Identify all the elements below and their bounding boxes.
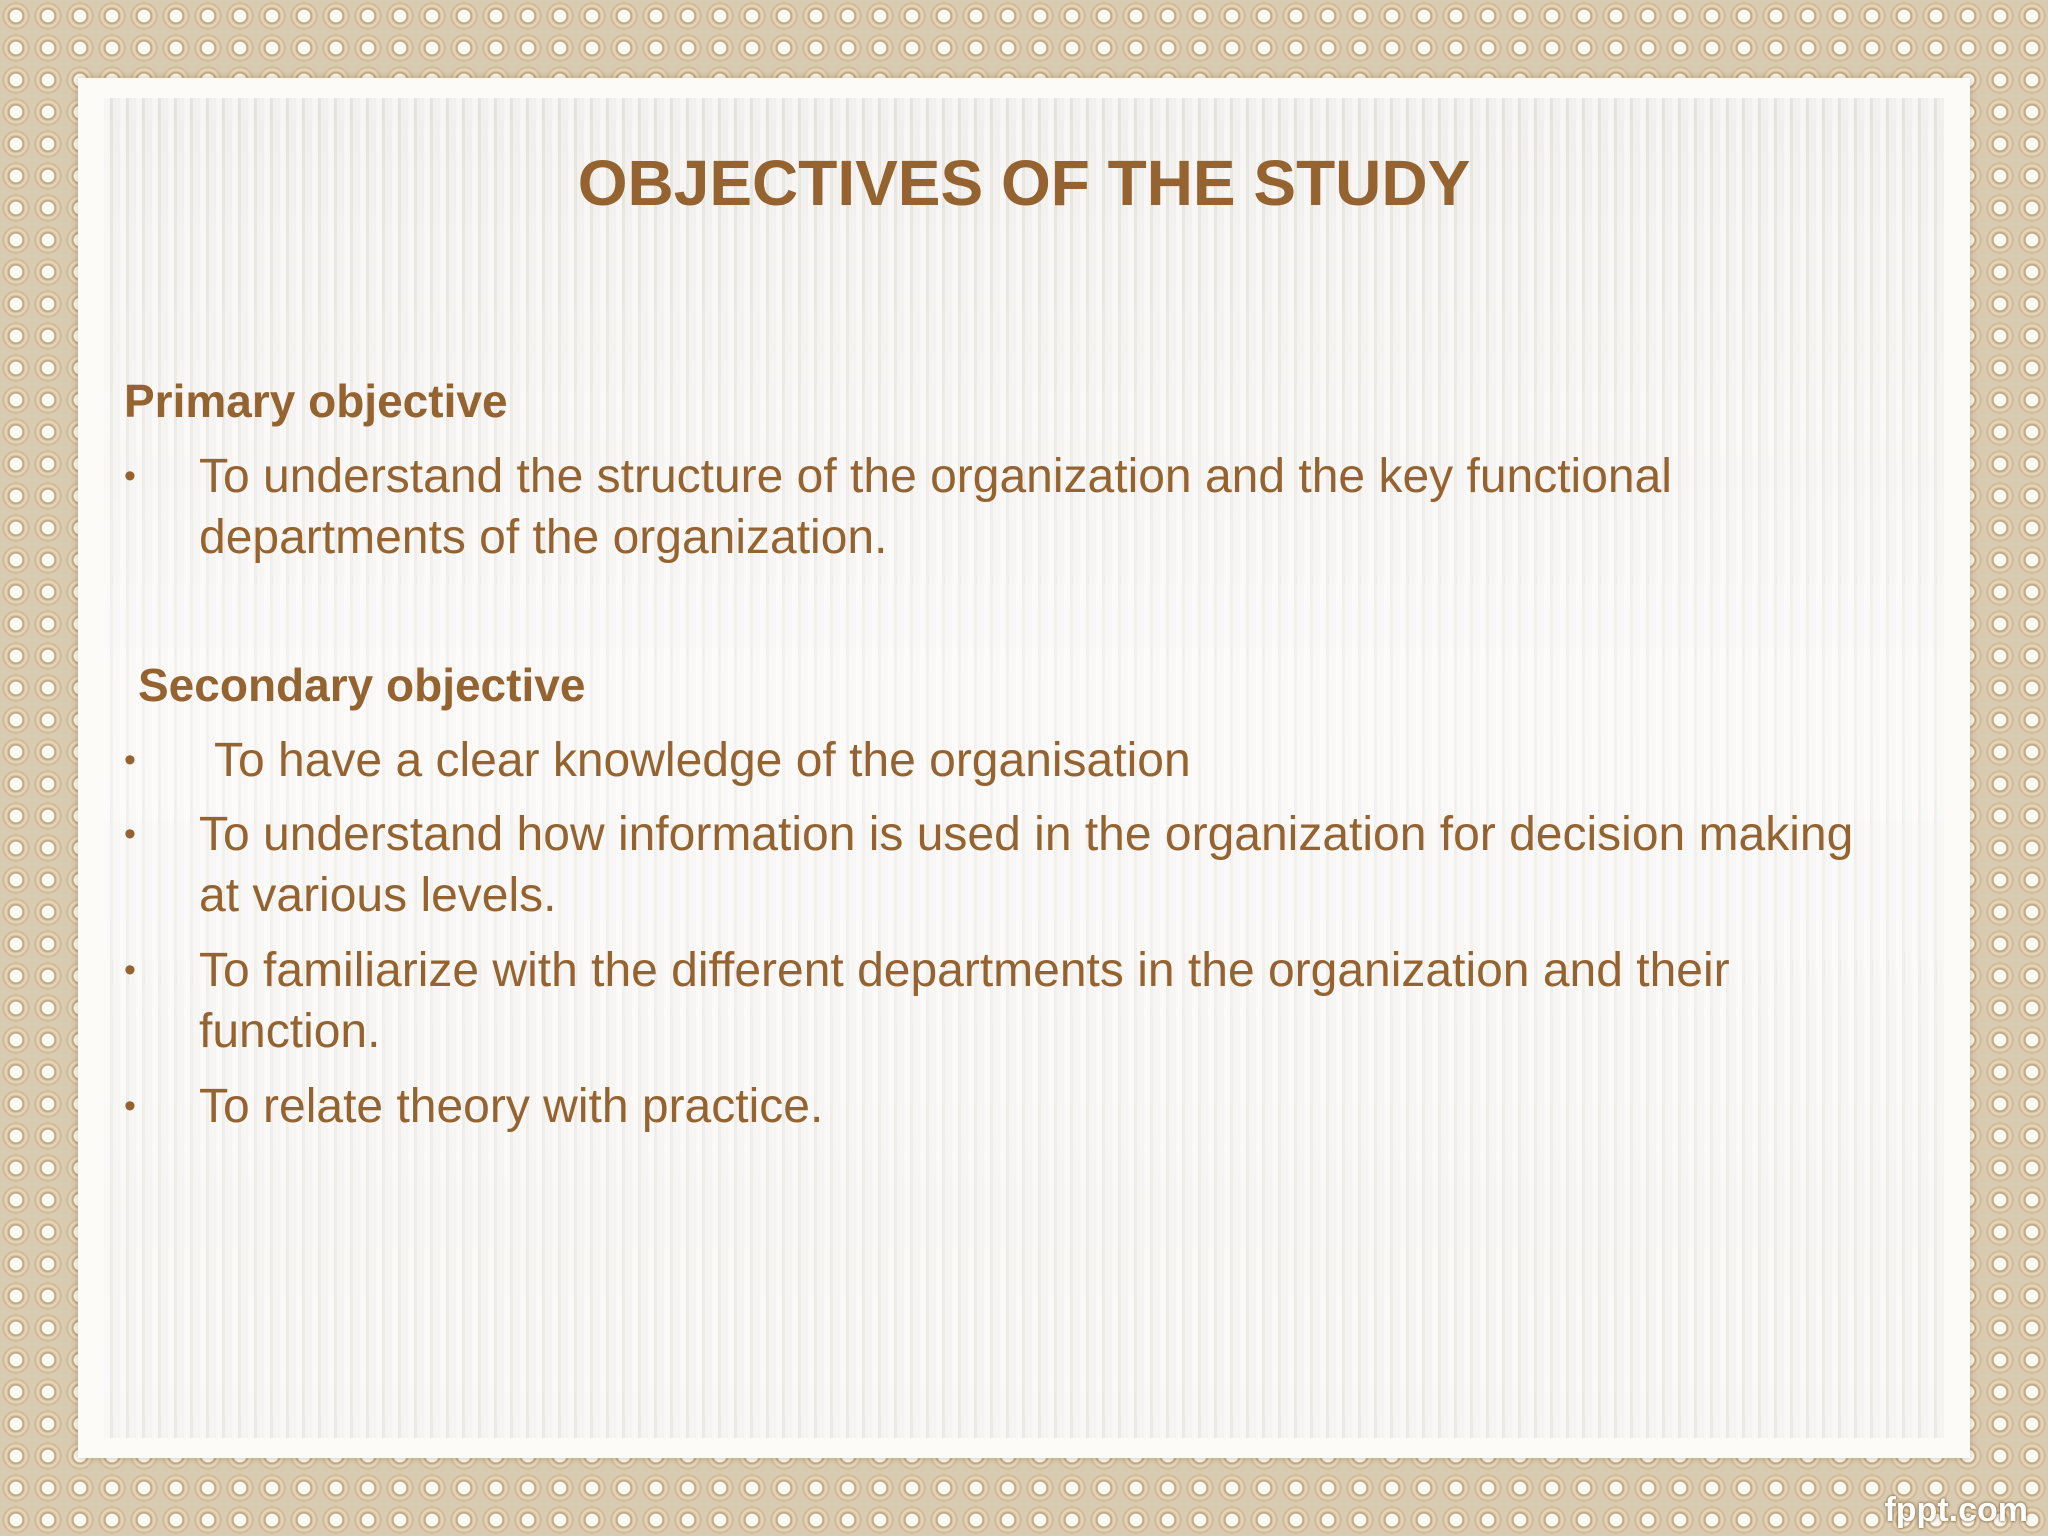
list-item xyxy=(124,940,1904,1062)
bullet-icon: • xyxy=(124,815,136,853)
list-item xyxy=(124,804,1904,926)
slide-title: OBJECTIVES OF THE STUDY xyxy=(577,147,1471,219)
list-item-text: To understand how information is used in the organization for decision making at various levels. xyxy=(199,808,1854,922)
bullet-icon: • xyxy=(124,951,136,989)
list-item xyxy=(124,446,1904,568)
list-item-text: To relate theory with practice. xyxy=(199,1080,824,1133)
list-item xyxy=(124,1076,1904,1137)
watermark: fppt.com xyxy=(1884,1491,2028,1529)
bullet-icon: • xyxy=(124,1087,136,1125)
list-item-text: To understand the structure of the organization and the key functional departments of the organization. xyxy=(199,450,1672,564)
list-item-text: To familiarize with the different departments in the organization and their function. xyxy=(199,944,1730,1058)
secondary-objective-heading: Secondary objective xyxy=(138,659,586,711)
list-item xyxy=(124,730,1904,791)
bullet-icon: • xyxy=(124,457,136,495)
primary-objective-heading: Primary objective xyxy=(124,375,508,427)
bullet-icon: • xyxy=(124,741,136,779)
list-item-text: To have a clear knowledge of the organisation xyxy=(214,734,1191,787)
